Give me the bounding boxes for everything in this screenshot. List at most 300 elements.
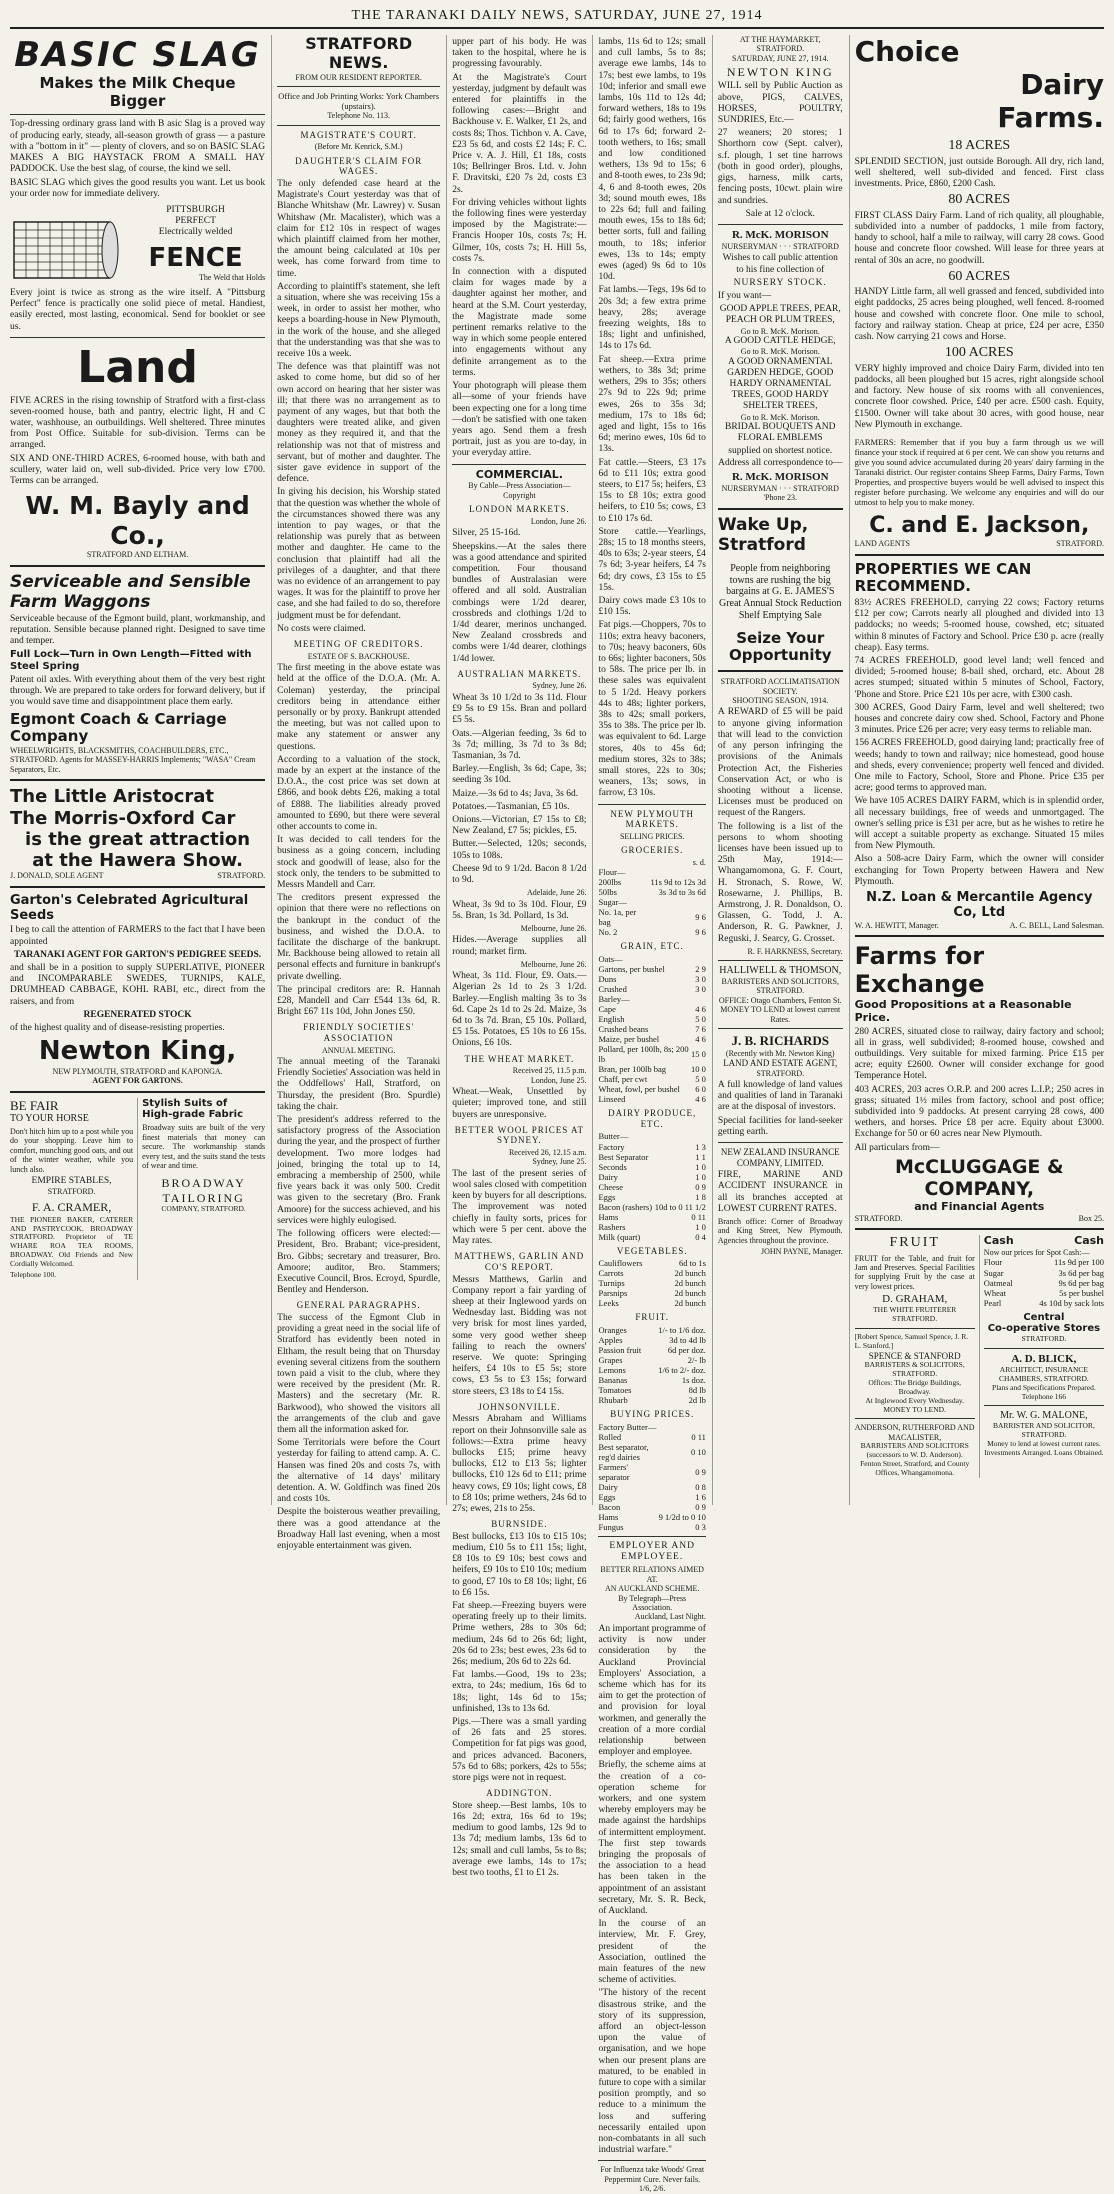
price-item: Passion fruit xyxy=(598,1344,642,1355)
price-row xyxy=(598,927,705,937)
office-telephone: Telephone No. 113. xyxy=(327,111,391,121)
market-paragraph: Messrs Matthews, Garlin and Company report a fair yarding of sheep at their Inglewood yards on Wednesday last. Bidding was not very brisk for most lines yarded, some very good wether sheep failing to reach the owners' reserve. We quote: Springing heifers, £4 10s to £5 5s; store cows, £3 5s to £3 15s; forward store steers, £3 18s to £4 15s. xyxy=(452,1274,587,1397)
empire-location: STRATFORD. xyxy=(47,1187,96,1197)
aristocrat-line-4: at the Hawera Show. xyxy=(32,849,243,871)
market-paragraph: Fat sheep.—Freezing buyers were operating freely up to their limits. Prime wethers, 28s to 30s 6d; medium, 24s 6d to 26s 6d; light, 20s 6d to 23s; best ewes, 23s 6d to 26s; medium, 20s 6d to 22s 6d. xyxy=(452,1601,587,1668)
price-value: 3 0 xyxy=(695,974,706,985)
price-item: Leeks xyxy=(598,1298,619,1309)
section-heading: LONDON MARKETS. xyxy=(469,504,570,515)
dateline: London, June 26. xyxy=(530,516,587,526)
price-item: Eggs xyxy=(598,1191,616,1202)
price-value: 4 6 xyxy=(695,1094,706,1105)
price-row xyxy=(598,1212,705,1222)
price-item: Maize, per bushel xyxy=(598,1034,660,1045)
price-value: 1 0 xyxy=(695,1161,706,1172)
price-row xyxy=(598,1375,705,1385)
article-paragraph: Some Territorials were before the Court yesterday for failing to attend camp. A. C. Hansen was fined 20s and costs 7s, with the alternative of 14 days' military detention. A. W. Goldfinch was fined 20s and costs 10s. xyxy=(277,1438,441,1505)
morison-supplied: supplied on shortest notice. Address all correspondence to— xyxy=(718,446,843,468)
price-item: Butter— xyxy=(598,1131,629,1142)
price-value: 1/6 to 2/- doz. xyxy=(658,1365,706,1376)
empire-stables: EMPIRE STABLES, xyxy=(31,1176,112,1186)
newton-king-agent: AGENT FOR GARTONS. xyxy=(92,1076,183,1086)
price-row xyxy=(598,964,705,974)
fruit-heading: FRUIT xyxy=(889,1235,940,1251)
blick-heading: A. D. BLICK, xyxy=(1011,1353,1077,1365)
column-5 xyxy=(712,35,843,1505)
price-value: 1 3 xyxy=(695,1141,706,1152)
exchange-text: 403 ACRES, 203 acres O.R.P. and 200 acres L.I.P.; 250 acres in grass; situated 1½ miles from factory, school and post office; subdivided into 9 paddocks. At present carrying 28 cows, 400 wethers, and horses. Price £8 per acre. Equity about £3000. Exchange for 50 or 60 acres near New Plymouth. xyxy=(854,1084,1104,1140)
cramer-text: THE PIONEER BAKER, CATERER AND PASTRYCOOK. BROADWAY STRATFORD. Proprietor of TE WHARE ROA TEA ROOMS, BROADWAY. Old Friends and New Cordially Welcomed. xyxy=(10,1214,134,1269)
morison-hedge: A GOOD CATTLE HEDGE, xyxy=(724,335,836,346)
nz-insurance-text: FIRE, MARINE AND ACCIDENT INSURANCE in all its branches accepted at LOWEST CURRENT RATES. xyxy=(717,1170,843,1214)
garton-heading-1: Garton's Celebrated Agricultural xyxy=(10,892,249,908)
blick-text: Plans and Specifications Prepared. Telephone 166 xyxy=(992,1382,1096,1401)
acreage-text: VERY highly improved and choice Dairy Farm, divided into ten paddocks, all been ploughed but 15 acres, right alongside school and factory. New house of six rooms with all conveniences, concrete floor cowshed. Price, £40 per acre. £500 cash. Equity, £1500. Owner will take about 30 acres, with good house, near New Plymouth in exchange. xyxy=(854,363,1104,430)
farms-exchange-sub: Good Propositions at a Reasonable Price. xyxy=(854,997,1072,1024)
market-paragraph: Pigs.—There was a small yarding of 26 fats and 25 stores. Competition for fat pigs was good, and prices advanced. Baconers, 57s 6d to 68s; porkers, 42s to 55s; store pigs were not in request. xyxy=(452,1717,587,1784)
price-item: Duns xyxy=(598,974,617,985)
spence-names: [Robert Spence, Samuel Spence, J. R. L. Stanford.] xyxy=(854,1332,969,1350)
acreage-text: FIRST CLASS Dairy Farm. Land of rich quality, all ploughable, subdivided into a number of paddocks, 1 mile from factory, handy to school, half a mile to railway, will carry 28 cows. Good house and concrete floor cowshed. Will lease for three years at rental of 30s an acre, no goodwill. xyxy=(854,210,1104,266)
article-paragraph: An important programme of activity is now under consideration by the Auckland Provincial Employers' Association, a scheme which has for its aim to get the protection of and provision for loyal workmen, and generally the creation of a more cordial relationship between employer and employee. xyxy=(598,1623,706,1758)
price-item: Wheat xyxy=(983,1287,1006,1298)
market-paragraph: Fat cattle.—Steers, £3 17s 6d to £11 10s; extra good steers, to £17 5s; heifers, £3 15s to £8 10s; extra good heifers, to £10 5s; cows, £3 to £10 17s 6d. xyxy=(598,457,706,524)
price-item: Sugar xyxy=(983,1267,1004,1278)
section-heading: THE WHEAT MARKET. xyxy=(464,1053,575,1064)
price-row xyxy=(598,1192,705,1202)
price-value: 0 10 xyxy=(691,1446,706,1457)
price-row xyxy=(598,1258,705,1268)
price-value: 3d to 4d lb xyxy=(669,1334,706,1345)
article-paragraph: For driving vehicles without lights the following fines were yesterday imposed by the Magistrate:—Francis Hooper 10s, costs 7s; H. Gilmer, 10s, costs 7s; H. Hill 5s, costs 7s. xyxy=(452,197,587,264)
price-item: Pearl xyxy=(983,1297,1002,1308)
fence-weld: The Weld that Holds xyxy=(199,273,266,283)
price-item: Wheat, fowl, per bushel xyxy=(598,1084,680,1095)
price-row xyxy=(598,954,705,964)
price-value: 0 4 xyxy=(695,1231,706,1242)
mccluggage-sub: and Financial Agents xyxy=(914,1199,1045,1213)
wire-fence-roll-icon xyxy=(10,204,120,284)
price-row xyxy=(598,1142,705,1152)
wake-up-heading-2: Stratford xyxy=(717,534,806,555)
be-fair-heading: BE FAIR xyxy=(10,1097,59,1113)
waggons-text: Serviceable because of the Egmont build, plant, workmanship, and reputation. Sensible because planned right. Designed to save time and temper. xyxy=(10,613,266,647)
garton-text-2: and shall be in a position to supply SUPERLATIVE, PIONEER and INCOMPARABLE SWEDES, TURNIPS, KALE, DRUMHEAD CABBAGE, KOHL RABI, etc., direct from the raisers, and from xyxy=(10,962,266,1007)
price-value: 5 0 xyxy=(695,1014,706,1025)
price-value: 1 8 xyxy=(695,1191,706,1202)
acreage-text: HANDY Little farm, all well grassed and fenced, subdivided into eight paddocks, 25 acres being ploughed, well fenced. 8-roomed house and cowshed with concrete floor. One mile to school, factory and railway station. Cheap at price, £24 per acre, £350 cash. Now carrying 21 cows and Horse. xyxy=(854,287,1104,343)
haymarket-sale-time: Sale at 12 o'clock. xyxy=(745,208,815,219)
land-text-1: FIVE ACRES in the rising township of Stratford with a first-class seven-roomed house, bath and pantry, electric light, H and C water, washhouse, an outbuildings. Well sheltered. Three minutes from Post Office. Suitable for sub-division. Terms can be arranged. xyxy=(10,395,266,451)
acreage-heading: 80 ACRES xyxy=(948,192,1011,208)
jackson-heading: C. and E. Jackson, xyxy=(869,513,1090,539)
section-subheading: ANNUAL MEETING. xyxy=(321,1045,396,1055)
price-row xyxy=(598,1024,705,1034)
section-heading: GENERAL PARAGRAPHS. xyxy=(296,1300,421,1311)
price-row xyxy=(598,1355,705,1365)
price-row xyxy=(598,1462,705,1482)
section-heading: BURNSIDE. xyxy=(491,1519,548,1530)
price-value: 3s 6d per bag xyxy=(1058,1267,1104,1278)
commercial-heading: COMMERCIAL. xyxy=(475,467,563,481)
price-item: Farmers' separator xyxy=(598,1461,630,1482)
price-row xyxy=(598,1014,705,1024)
bayly-heading: W. M. Bayly and Co., xyxy=(25,491,250,550)
anderson-title: ANDERSON, RUTHERFORD AND MACALISTER, xyxy=(854,1423,975,1442)
price-row xyxy=(598,1385,705,1395)
market-paragraph: Butter.—Selected, 120s; seconds, 105s to 108s. xyxy=(452,839,587,861)
halliwell-money: MONEY TO LEND at lowest current Rates. xyxy=(720,1005,841,1024)
price-row xyxy=(598,1202,705,1212)
malone-heading: Mr. W. G. MALONE, xyxy=(1000,1410,1088,1422)
mccluggage-heading: McCLUGGAGE & COMPANY, xyxy=(894,1155,1064,1201)
price-row xyxy=(598,1512,705,1522)
property-text: 83½ ACRES FREEHOLD, carrying 22 cows; Factory returns £12 per cow; Carrots nearly all ploughed and divided into 13 paddocks; no weeds; 5-roomed house, cowshed, etc; situated within 8 minutes of Factory and School. Price £30 p. acre (really cheap). Easy terms. xyxy=(854,597,1104,653)
section-heading: BUYING PRICES. xyxy=(610,1409,695,1420)
anderson-sub: BARRISTERS AND SOLICITORS (successors to W. D. Anderson). xyxy=(860,1441,969,1460)
price-item: Turnips xyxy=(598,1278,625,1289)
garton-text-3: of the highest quality and of disease-resisting properties. xyxy=(10,1022,225,1033)
price-unit: s. d. xyxy=(692,857,706,867)
price-value: 6d per doz. xyxy=(667,1344,706,1355)
morison-name-2: R. McK. MORISON xyxy=(731,470,829,483)
article-paragraph: "The history of the recent disastrous strike, and the story of its suppression, afford an object-lesson upon the value of organisation, and we hope when our present plans are matured, to be enabled in future to cope with a similar position promptly, and so reduce to a minimum the loss and suffering necessarily entailed upon non-combatants in all such industrial warfare." xyxy=(598,1988,706,2156)
price-item: 200lbs xyxy=(598,877,622,888)
price-value: 3s 3d to 3s 6d xyxy=(658,887,706,898)
price-value: 2/- lb xyxy=(687,1355,706,1365)
haymarket-title: AT THE HAYMARKET, STRATFORD. xyxy=(739,35,821,54)
richards-land: LAND AND ESTATE AGENT, xyxy=(723,1057,838,1068)
haymarket-text: WILL sell by Public Auction as above, PIGS, CALVES, HORSES, POULTRY, SUNDRIES, Etc.— xyxy=(717,81,843,126)
bayly-location: STRATFORD AND ELTHAM. xyxy=(86,550,189,560)
article-paragraph: The creditors present expressed the opinion that there were no reflections on the bankrupt in the conduct of the business, and wished the D.O.A. to facilitate the discharge of the bankrupt. Mr. Backhouse being allowed to retain all personal effects and furniture in bankrupt's private dwelling. xyxy=(277,893,441,982)
dateline: Melbourne, June 26. xyxy=(520,959,587,969)
basic-slag-text: Top-dressing ordinary grass land with B asic Slag is a proved way of producing early, steady, all-season growth of grass — a pasture with a "bottom in it" — plenty of clovers, and so on BASIC SLAG MAKES A BIG HAYSTACK FROM A SMALL HAY PADDOCK. Use the best slag, of course, the kind we sell. xyxy=(10,119,266,175)
price-item: Oatmeal xyxy=(983,1277,1013,1288)
price-row xyxy=(598,974,705,984)
price-row xyxy=(598,1172,705,1182)
article-paragraph: In the course of an interview, Mr. F. Grey, president of the Association, outlined the main features of the new scheme of activities. xyxy=(598,1919,706,1986)
market-paragraph: Store cattle.—Yearlings, 28s; 15 to 18 months steers, 40s to 63s; 2-year steers, £4 7s 6d; 3-year heifers, £4 7s 6d; dry cows, £3 15s to £5 15s. xyxy=(598,526,706,593)
market-paragraph: Dairy cows made £3 10s to £10 15s. xyxy=(598,595,706,618)
egmont-heading: Egmont Coach & Carriage Company xyxy=(10,709,227,746)
market-paragraph: Fat pigs.—Choppers, 70s to 110s; extra heavy baconers, to 70s; heavy baconers, 60s to 66s; lighter baconers, 50s to 58s. The price per lb. in these sales was equivalent to 5 1/2d. Heavy porkers 44s to 48s; lighter porkers, 38s to 42s; small porkers, 35s to 38s. The price per lb. was equivalent to 6d. Large stores, 40s to 45s 6d; medium stores, 32s to 38s; small stores, 22s to 30s; weaners, 13s; sows, in farrow, £3 10s. xyxy=(598,620,706,799)
price-value xyxy=(653,1131,705,1141)
aristocrat-line-3: is the great attraction xyxy=(25,828,251,850)
price-item: Oats— xyxy=(598,954,623,965)
price-item: Factory xyxy=(598,1141,625,1152)
price-row xyxy=(598,1442,705,1462)
section-subheading: BETTER RELATIONS AIMED AT. xyxy=(600,1565,704,1584)
price-item: Apples xyxy=(598,1334,623,1345)
morison-sub-2: NURSERYMAN · · · STRATFORD xyxy=(721,483,839,493)
farmers-note: FARMERS: Remember that if you buy a farm through us we will finance your stock if required at 6 per cent. We can show you returns and give you sound advice accumulated during 20 years' dairy farming in the Taranaki district. Our register contains Sheep Farms, Dairy Farms, Town Properties, and prospective buyers would be well advised to inspect this register before purchasing. We welcome any enquiries and will do our utmost to help you to make money. xyxy=(854,437,1104,508)
price-row xyxy=(598,1365,705,1375)
price-item: Chaff, per cwt xyxy=(598,1074,648,1085)
section-heading: MEETING OF CREDITORS. xyxy=(293,639,424,650)
price-value: 0 9 xyxy=(695,1501,706,1512)
richards-text: A full knowledge of land values and qualities of land in Taranaki are at the disposal of investors. xyxy=(717,1079,843,1113)
price-item: Rolled xyxy=(598,1431,622,1442)
price-row xyxy=(984,1278,1104,1288)
property-text: 74 ACRES FREEHOLD, good level land; well fenced and divided; 5-roomed house; 8-bail shed, orchard, etc. About 28 acres stumped; situated within 5 minutes of School, Factory, 'Phone and Store. Price £21 10s per acre, with £300 cash. xyxy=(854,655,1104,700)
price-row xyxy=(598,1492,705,1502)
morison-go: Go to R. McK. Morison. xyxy=(740,347,820,357)
price-row xyxy=(598,1182,705,1192)
price-row xyxy=(598,1335,705,1345)
nz-loan-salesman: A. C. BELL, Land Salesman. xyxy=(1009,920,1104,930)
blick-sub: ARCHITECT, INSURANCE CHAMBERS, STRATFORD. xyxy=(998,1364,1089,1383)
richards-heading: J. B. RICHARDS xyxy=(731,1033,829,1049)
market-paragraph: Silver, 25 15-16d. xyxy=(452,528,521,539)
basic-slag-text-2: BASIC SLAG which gives the good results you want. Let us book your order now for immediate delivery. xyxy=(10,177,266,199)
section-heading: MAGISTRATE'S COURT. xyxy=(300,129,417,140)
price-item: Barley— xyxy=(598,994,630,1005)
price-value: 1 6 xyxy=(695,1491,706,1502)
article-paragraph: The defence was that plaintiff was not asked to come home, but did so of her own accord on hearing that her sister was ill; that there was no arrangement as to payment of any wages, but that both the daughters were treated alike, and given money as they required it, and that the relationship was not that of mistress and servant, but of mother and daughter. The sister gave evidence in support of the defence. xyxy=(277,362,441,485)
basic-slag-title: BASIC SLAG xyxy=(14,35,261,75)
article-paragraph: In giving his decision, his Worship stated that the question was whether the whole of the circumstances showed there was any intention to pay wages, or that the relationship was purely that as between mother and daughter. He came to the conclusion that plaintiff had all the privileges of a daughter, and that there was no evidence of an arrangement to pay wages. It was for the plaintiff to prove her case, and she had failed to do so, therefore judgment must be for defendant. xyxy=(277,487,441,621)
price-item: Eggs xyxy=(598,1491,616,1502)
dateline: Auckland, Last Night. xyxy=(634,1612,706,1622)
market-paragraph: Best bullocks, £13 10s to £15 10s; medium, £10 5s to £11 15s; light, £8 10s to £9 10s; best cows and heifers, £9 10s to £10 10s; medium to good, £7 10s to £8 10s; light, £6 to £6 15s. xyxy=(452,1531,587,1598)
price-value: 6d to 1s xyxy=(678,1258,706,1269)
price-row xyxy=(598,1131,705,1141)
be-fair-sub: TO YOUR HORSE xyxy=(10,1113,89,1125)
market-paragraph: Maize.—3s 6d to 4s; Java, 3s 6d. xyxy=(452,788,579,799)
article-paragraph: The following officers were elected:— President, Bro. Brabant; vice-president, Bro. Gibbs; secretary and treasurer, Bro. Amoore; auditor, Bro. Stammers; Executive Council, Bros. Ecroyd, Spurdle, Bentley and Henderson. xyxy=(277,1229,441,1296)
market-paragraph: Wheat 3s 10 1/2d to 3s 11d. Flour £9 5s to £9 15s. Bran and pollard £5 5s. xyxy=(452,692,587,726)
price-row xyxy=(598,1482,705,1492)
richards-location: STRATFORD. xyxy=(756,1068,805,1078)
richards-sub: (Recently with Mr. Newton King) xyxy=(725,1048,835,1058)
price-value: 8d lb xyxy=(688,1385,706,1396)
price-item: Pollard, per 100lb, 8s; 200 lb xyxy=(598,1044,689,1065)
properties-heading: PROPERTIES WE CAN RECOMMEND. xyxy=(854,559,1032,596)
aristocrat-location: STRATFORD. xyxy=(217,871,266,881)
price-value: 5s per bushel xyxy=(1059,1287,1104,1298)
price-value: 11s 9d to 12s 3d xyxy=(650,877,706,888)
section-subheading: SELLING PRICES. xyxy=(619,831,685,841)
jackson-land-agents: LAND AGENTS xyxy=(854,539,910,549)
price-item: Bacon xyxy=(598,1501,621,1512)
price-row xyxy=(598,1422,705,1432)
property-text: Also a 508-acre Dairy Farm, which the owner will consider exchanging for Town Property between Hawera and New Plymouth. xyxy=(854,854,1104,887)
price-row xyxy=(598,1004,705,1014)
fence-advert xyxy=(10,204,265,284)
price-value: 0 9 xyxy=(695,1466,706,1477)
price-item: Parsnips xyxy=(598,1288,628,1299)
dateline: Adelaide, June 26. xyxy=(526,888,587,898)
price-item: English xyxy=(598,1014,625,1025)
price-row xyxy=(598,1278,705,1288)
masthead: THE TARANAKI DAILY NEWS, SATURDAY, JUNE 27, 1914 xyxy=(10,8,1104,29)
be-fair-text: Don't hitch him up to a post while you do your shopping. Leave him to comfort, munching good oats, and out of the winter weather, while you lunch also. xyxy=(10,1126,134,1174)
garton-heading-2: Seeds xyxy=(10,907,55,923)
aristocrat-line-1: The Little Aristocrat xyxy=(10,786,215,808)
price-value: 1 0 xyxy=(695,1221,706,1232)
suits-text: Broadway suits are built of the very finest materials that money can secure. The workmanship stands every test, and the suits stand the tests of wear and time. xyxy=(142,1123,266,1171)
fence-text: Every joint is twice as strong as the wire itself. A "Pittsburg Perfect" fence is practically one solid piece of metal. Handiest, easily erected, most lasting, economical. Send for booklet or see us. xyxy=(10,287,266,332)
market-paragraph: Onions.—Victorian, £7 15s to £8; New Zealand, £7 5s; pickles, £5. xyxy=(452,814,587,837)
section-heading: JOHNSONVILLE. xyxy=(478,1401,561,1412)
acclimatisation-text: A REWARD of £5 will be paid to anyone giving information that will lead to the conviction of any person infringing the provisions of the Animals Protection Act, the Fisheries Conservation Act, or who is shooting without a license. Licenses must be produced on request of the Rangers. xyxy=(717,707,843,819)
stratford-news-title: STRATFORD NEWS. xyxy=(305,34,413,72)
section-heading: ADDINGTON. xyxy=(486,1788,553,1799)
price-value: 0 3 xyxy=(695,1521,706,1532)
price-value: 1 0 xyxy=(695,1171,706,1182)
price-row xyxy=(598,1395,705,1405)
choice-heading: Choice xyxy=(854,35,960,68)
waggons-text-2: Patent oil axles. With everything about them of the very best right through. We are prepared to take orders for forward delivery, but if you would save time and disappointment place them early. xyxy=(10,674,266,708)
price-value: 11s 9d per 100 xyxy=(1054,1257,1104,1268)
price-item: Carrots xyxy=(598,1268,624,1279)
price-row xyxy=(598,1232,705,1242)
section-heading: DAIRY PRODUCE, ETC. xyxy=(608,1108,697,1129)
price-value: 1s doz. xyxy=(681,1375,706,1386)
price-row xyxy=(598,1064,705,1074)
farms-exchange-heading: Farms for Exchange xyxy=(854,942,985,999)
nz-loan-heading: N.Z. Loan & Mercantile Agency Co, Ltd xyxy=(866,889,1093,921)
acclimatisation-sub: SHOOTING SEASON, 1914. xyxy=(732,696,829,706)
price-value: 1 1 xyxy=(695,1151,706,1162)
price-row xyxy=(598,897,705,907)
basic-slag-subtitle: Makes the Milk Cheque Bigger xyxy=(39,74,236,110)
price-value: 15 0 xyxy=(691,1049,706,1060)
price-item: Bacon (rashers) xyxy=(598,1201,653,1212)
aristocrat-line-2: The Morris-Oxford Car xyxy=(10,807,236,829)
price-item: Dairy xyxy=(598,1481,618,1492)
haymarket-date: SATURDAY, JUNE 27, 1914. xyxy=(732,53,829,63)
column-2 xyxy=(271,34,441,1551)
price-row xyxy=(598,1084,705,1094)
price-row xyxy=(598,1345,705,1355)
fence-heading: FENCE xyxy=(148,242,243,273)
spence-office: Offices: The Bridge Buildings, Broadway. xyxy=(868,1377,962,1396)
dateline: Received 26, 12.15 a.m. xyxy=(508,1148,587,1157)
market-paragraph: Store sheep.—Best lambs, 10s to 16s 2d; extra, 16s 6d to 19s; medium to good lambs, 12s 9d to 13s 7d; medium lambs, 13s 6d to 12s; small and cull lambs, 5s to 8s; average ewe lambs, 14s to 17s; best two tooths, £1 to £1 2s. xyxy=(452,1800,587,1879)
price-row xyxy=(598,1044,705,1064)
price-value: 4s 10d by sack lots xyxy=(1039,1297,1104,1308)
nz-insurance-manager: JOHN PAYNE, Manager. xyxy=(760,1247,843,1257)
price-row xyxy=(598,887,705,897)
malone-sub: BARRISTER AND SOLICITOR, STRATFORD. xyxy=(993,1421,1095,1439)
price-item: Bran, per 100lb bag xyxy=(598,1064,666,1075)
price-value xyxy=(691,954,706,964)
garton-agent: TARANAKI AGENT FOR GARTON'S PEDIGREE SEEDS. xyxy=(13,949,262,960)
market-paragraph: Fat lambs.—Tegs, 19s 6d to 20s 3d; a few extra prime heavy, 28s; average freezing weights, 18s to 18s; light and unfinished, 14s to 17s 6d. xyxy=(598,285,706,352)
market-paragraph: Fat lambs.—Good, 19s to 23s; extra, to 24s; medium, 16s 6d to 18s; light, 14s 6d to 15s; unfinished, 13s to 13s 6d. xyxy=(452,1670,587,1714)
price-item: Lemons xyxy=(598,1365,626,1376)
graham-location: STRATFORD. xyxy=(892,1314,938,1324)
price-row xyxy=(598,1094,705,1104)
dateline: London, June 25. xyxy=(530,1075,587,1085)
price-row xyxy=(598,1074,705,1084)
price-item: Fungus xyxy=(598,1521,624,1532)
article-paragraph: According to a valuation of the stock, made by an expert at the instance of the D.O.A., the cost price was set down at £866, and book debts £26, making a total of £888. The liabilities already proved amounted to £690, but there were several other accounts to come in. xyxy=(277,754,441,832)
price-row xyxy=(598,1034,705,1044)
price-item: Dairy xyxy=(598,1171,618,1182)
halliwell-sub: BARRISTERS AND SOLICITORS, STRATFORD. xyxy=(721,976,839,996)
price-value: 0 11 xyxy=(691,1431,706,1442)
waggons-lock: Full Lock—Turn in Own Length—Fitted with Steel Spring xyxy=(10,649,252,673)
price-row xyxy=(598,1502,705,1512)
waggons-heading-2: Farm Waggons xyxy=(10,591,151,612)
price-value: 4 6 xyxy=(695,1004,706,1015)
central-heading-2: Co-operative Stores xyxy=(987,1323,1101,1335)
column-1 xyxy=(10,35,265,1505)
price-value xyxy=(659,1422,706,1432)
dateline: Sydney, June 25. xyxy=(532,1157,587,1167)
column-6 xyxy=(849,35,1104,1505)
article-paragraph: Briefly, the scheme aims at the creation of a co-operation scheme for workers, and one system whereby employers may be made against the hardships of intermittent employment. The first step towards bringing the proposals of the association to a head has been taken in the appointment of an assistant secretary, Mr. S. R. Beck, of Auckland. xyxy=(598,1760,706,1916)
money-text: Money to lend at lowest current rates. Investments Arranged. Loans Obtained. xyxy=(984,1438,1104,1457)
price-row xyxy=(984,1257,1104,1267)
price-row xyxy=(598,877,705,887)
aristocrat-agent: J. DONALD, SOLE AGENT xyxy=(10,871,104,881)
price-value: 4 6 xyxy=(695,1034,706,1045)
market-paragraph: The last of the present series of wool sales closed with competition keen by buyers for all descriptions. The improvement was noted chiefly in faulty sorts, prices for which were 5 per cent. above the May rates. xyxy=(452,1168,587,1247)
newton-king-heading: Newton King, xyxy=(38,1036,237,1067)
market-paragraph: Barley.—English, 3s 6d; Cape, 3s; seeding 3s 10d. xyxy=(452,764,587,786)
fenton-offices: Fenton Street, Stratford, and County Offices, Whangamomona. xyxy=(860,1458,970,1477)
office-line: Office and Job Printing Works: York Chambers (upstairs). xyxy=(278,91,440,112)
stratford-news-sub: FROM OUR RESIDENT REPORTER. xyxy=(295,72,422,82)
price-item: Grapes xyxy=(598,1355,623,1365)
nz-insurance-title: NEW ZEALAND INSURANCE COMPANY, LIMITED. xyxy=(720,1147,840,1168)
central-location: STRATFORD. xyxy=(1021,1334,1067,1344)
price-row xyxy=(598,1152,705,1162)
groceries-table xyxy=(598,867,705,937)
property-text: We have 105 ACRES DAIRY FARM, which is in splendid order, all necessary buildings, free of weeds and unmortgaged. The owner's selling price is £31 per acre, but as he wishes to retire he will accept a suitable property as exchange. Situated 15 miles from New Plymouth. xyxy=(854,796,1104,852)
price-item: Factory Butter— xyxy=(598,1421,657,1432)
fence-line-2: PERFECT xyxy=(175,216,216,227)
price-item: No. 2 xyxy=(598,927,618,938)
price-value: 5 0 xyxy=(695,1074,706,1085)
fruit-table xyxy=(598,1325,705,1405)
article-paragraph: The only defended case heard at the Magistrate's Court yesterday was that of Blanche Whitshaw (Mr. Lawrey) v. Susan Whitshaw (Mr. Macalister), which was a claim for £12 10s in respect of wages which plaintiff claimed from her mother, the amount being calculated at 10s per week, has come forward from time to time. xyxy=(277,178,441,279)
price-row xyxy=(598,1432,705,1442)
price-item: Crushed xyxy=(598,984,627,995)
acreage-heading: 60 ACRES xyxy=(948,268,1011,284)
fruit-text: FRUIT for the Table, and fruit for Jam and Preserves. Special Facilities for supplying Fruit by the case at very lowest prices. xyxy=(854,1253,975,1291)
price-item: Best Separator xyxy=(598,1151,649,1162)
price-item: Oranges xyxy=(598,1324,627,1335)
price-value: 9 6 xyxy=(695,927,706,938)
price-item: Cape xyxy=(598,1004,616,1015)
price-row xyxy=(984,1298,1104,1308)
peppermint-cure-ad: For Influenza take Woods' Great Peppermint Cure. Never fails. 1/6, 2/6. xyxy=(600,2165,705,2194)
mccluggage-box: Box 25. xyxy=(1078,1213,1104,1223)
article-paragraph: Your photograph will please them all—some of your friends have been expecting one for a long time—don't be satisfied with one taken years ago. Send them a fresh portrait, just as you are to-day, in your everyday attire. xyxy=(452,381,587,459)
price-row xyxy=(598,1522,705,1532)
price-item: Rashers xyxy=(598,1221,626,1232)
article-paragraph: According to plaintiff's statement, she left a situation, where she was receiving 15s a week, in order to assist her mother, who keeps a boarding-house in New Plymouth, in the work of the house, and she alleged that the understanding was that she was to receive 10s a week. xyxy=(277,281,441,359)
market-paragraph: Potatoes.—Tasmanian, £5 10s. xyxy=(452,801,570,812)
buying-table xyxy=(598,1422,705,1532)
egmont-sub: WHEELWRIGHTS, BLACKSMITHS, COACHBUILDERS, ETC., STRATFORD. Agents for MASSEY-HARRIS Implements; "WASA" Cream Separators, Etc. xyxy=(10,745,256,774)
price-value: 10 0 xyxy=(691,1064,706,1075)
price-row xyxy=(598,994,705,1004)
price-value: 9 6 xyxy=(695,912,706,923)
morison-go: Go to R. McK. Morison. xyxy=(740,326,820,336)
land-text-2: SIX AND ONE-THIRD ACRES, 6-roomed house, with bath and scullery, water laid on, well sub-divided. Price very low £700. Terms can be arranged. xyxy=(10,453,266,487)
price-value: 10d to 0 11 1/2 xyxy=(654,1201,706,1212)
cash-prices-table xyxy=(984,1257,1104,1307)
section-subheading: ESTATE OF S. BACKHOUSE. xyxy=(307,651,410,661)
market-paragraph: Wheat, 3s 11d. Flour, £9. Oats.—Algerian 2s 1d to 2s 3 1/2d. Barley.—English malting 3s to 3s 6d. Cape 2s 1d to 2s 2d. Maize, 3s 6d to 3s 7d. Bran, £5 10s. Pollard, £5 15s. Potatoes, £5 10s to £6 15s. Onions, £6 10s. xyxy=(452,971,587,1049)
graham-name: D. GRAHAM, xyxy=(882,1293,948,1306)
